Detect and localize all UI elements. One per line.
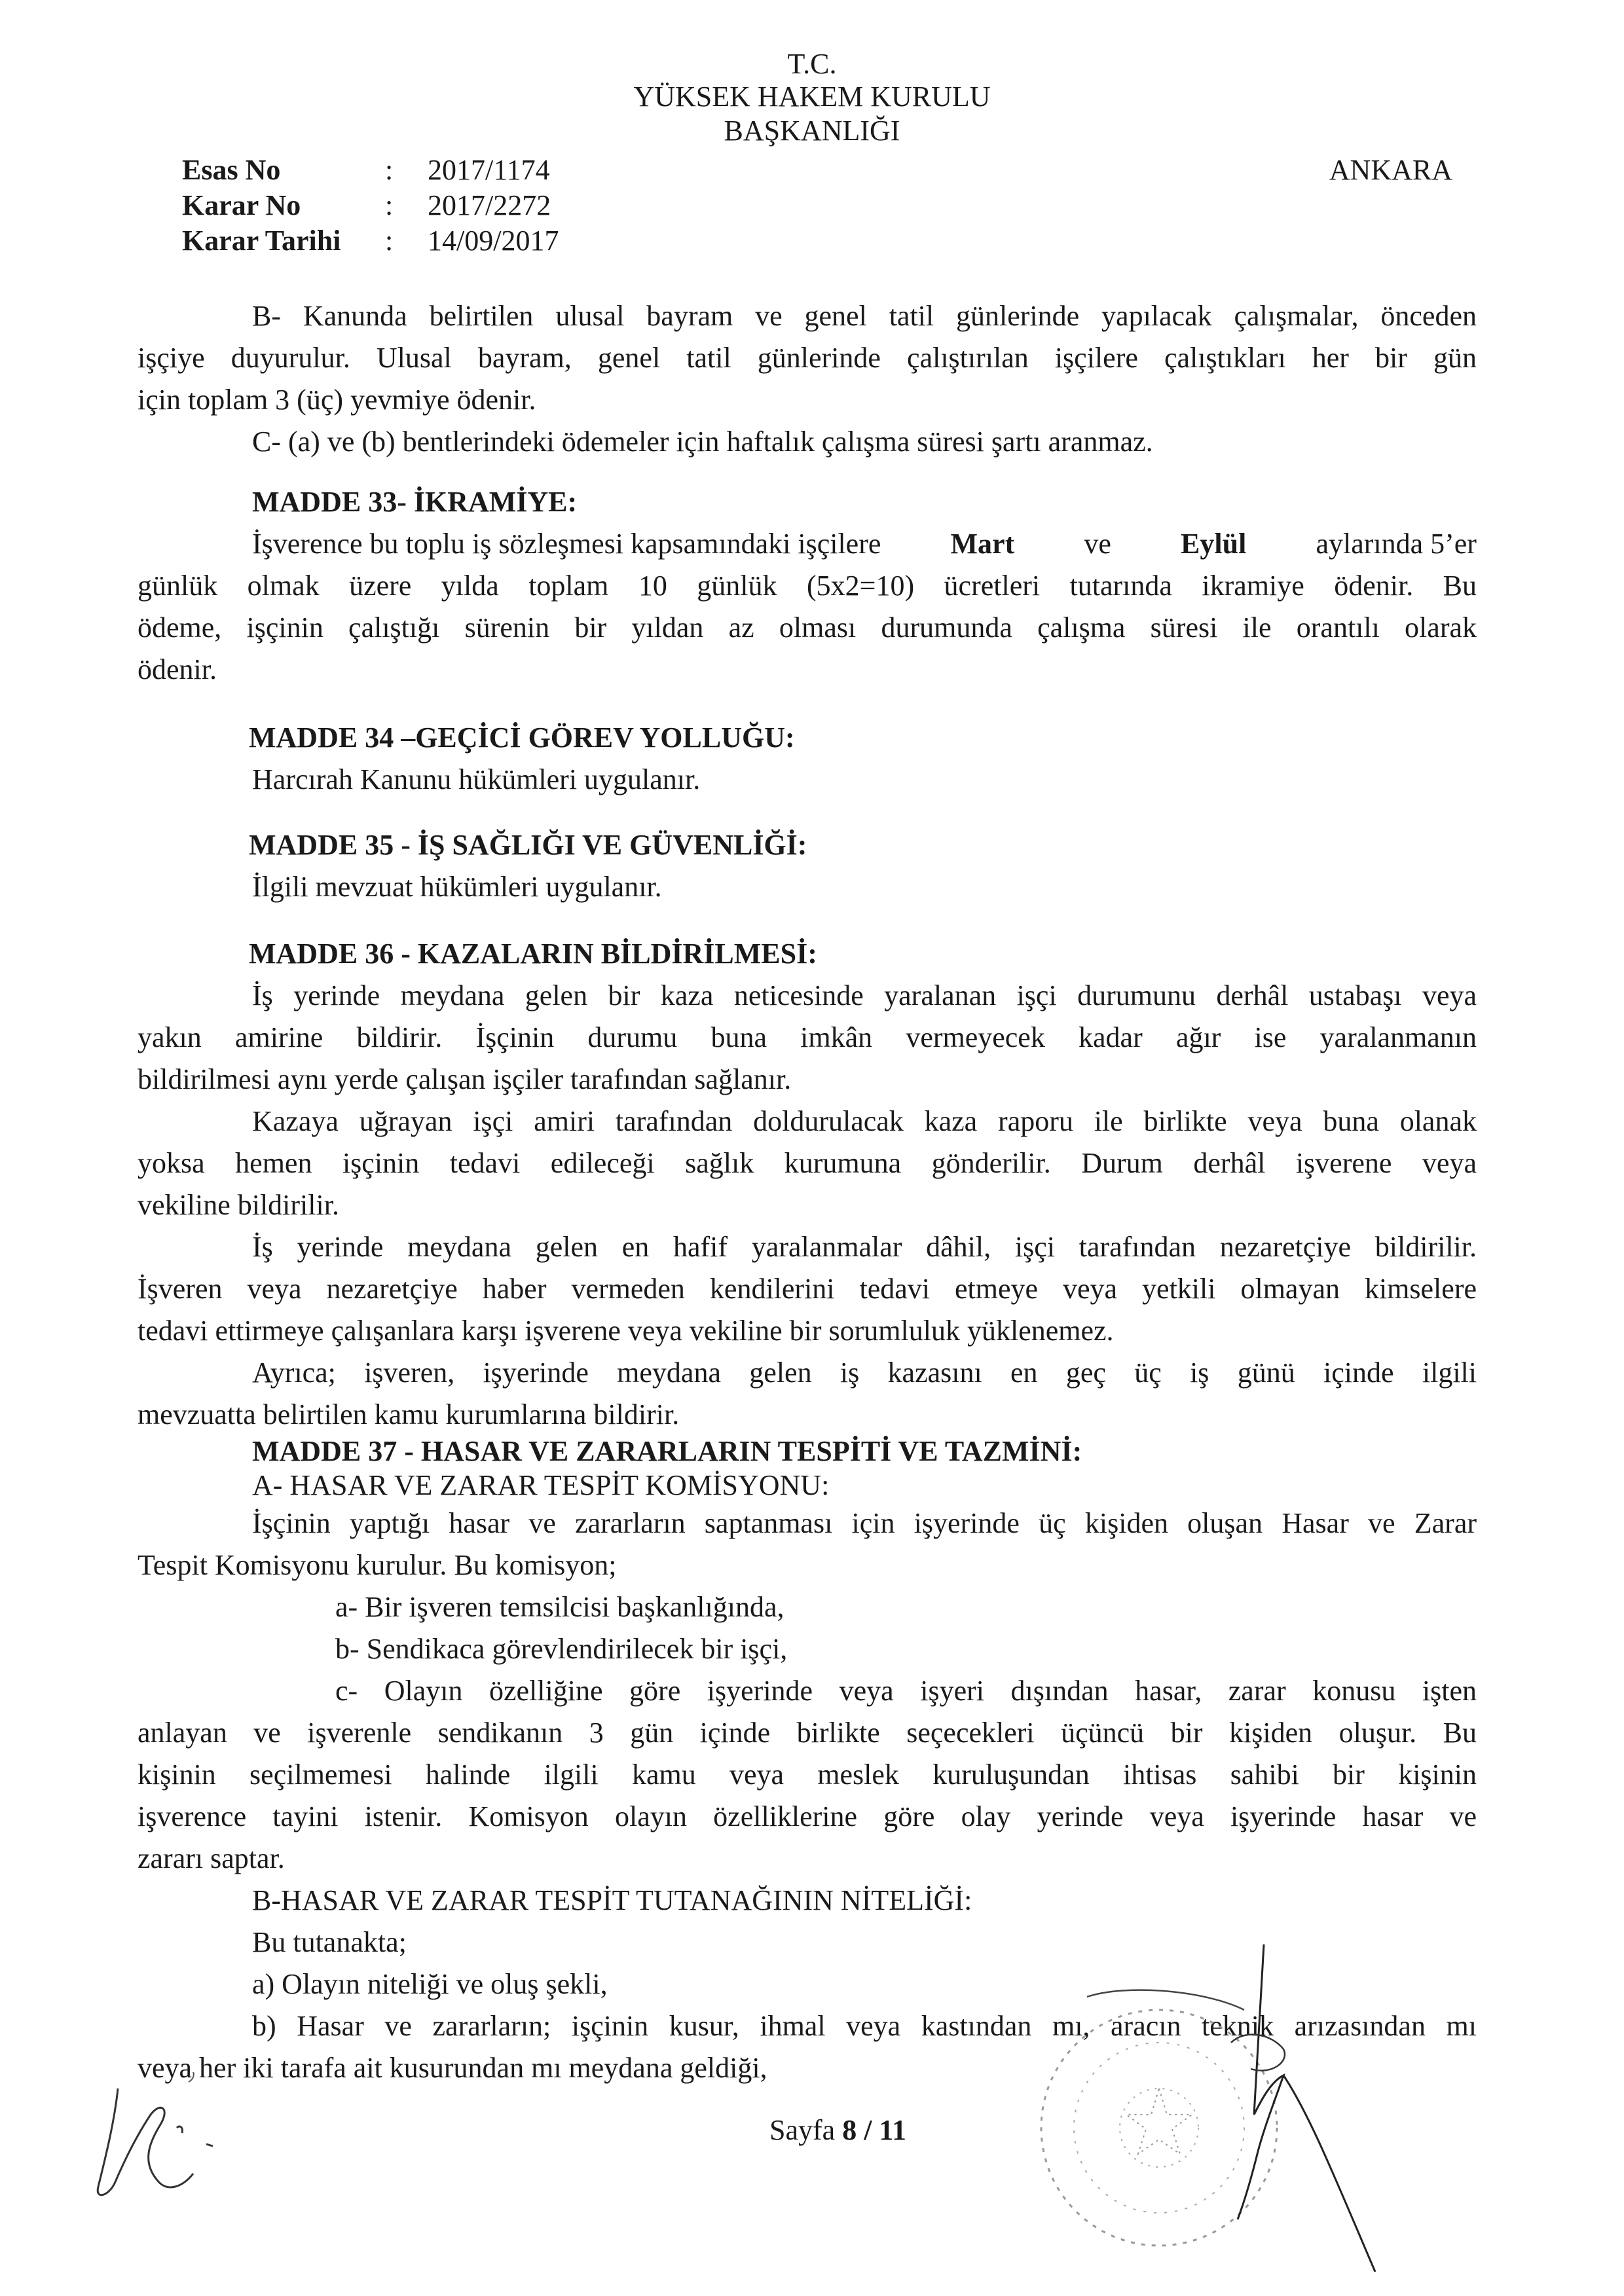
list-item-b: b- Sendikaca görevlendirilecek bir işçi,: [335, 1633, 788, 1665]
text-line: veya her iki tarafa ait kusurundan mı meydana geldiği,: [138, 2052, 767, 2084]
text-line: C- (a) ve (b) bentlerindeki ödemeler için haftalık çalışma süresi şartı aranmaz.: [252, 426, 1153, 458]
karar-label: Karar No: [182, 189, 301, 221]
text-line: İş yerinde meydana gelen bir kaza neticesinde yaralanan işçi durumunu derhâl ustabaşı veya: [252, 979, 1477, 1011]
page-value: 8 / 11: [842, 2114, 906, 2146]
intro-paragraph: [138, 299, 1477, 466]
header-city: ANKARA: [1329, 154, 1452, 186]
case-meta: [182, 155, 640, 259]
text-line: B- Kanunda belirtilen ulusal bayram ve genel tatil günlerinde yapılacak çalışmalar, önceden: [252, 300, 1477, 332]
list-item-a: a- Bir işveren temsilcisi başkanlığında,: [335, 1591, 784, 1623]
text-line: vekiline bildirilir.: [138, 1189, 339, 1221]
text-segment: aylarında 5’er: [1316, 528, 1477, 560]
karar-tarihi-value: 14/09/2017: [428, 225, 559, 257]
madde-33-title: MADDE 33- İKRAMİYE:: [252, 486, 578, 518]
text-line: yakın amirine bildirir. İşçinin durumu buna imkân vermeyecek kadar ağır ise yaralanmanın: [138, 1021, 1477, 1053]
text-line: günlük olmak üzere yılda toplam 10 günlük (5x2=10) ücretleri tutarında ikramiye ödenir. Bu: [138, 570, 1477, 602]
madde-35: [138, 828, 1477, 911]
esas-label: Esas No: [182, 154, 281, 186]
esas-value: 2017/1174: [428, 154, 550, 186]
month-eylul: Eylül: [1181, 528, 1247, 560]
page-label: Sayfa: [769, 2114, 836, 2146]
official-stamp-and-signature: [995, 1918, 1428, 2285]
text-line: Kazaya uğrayan işçi amiri tarafından doldurulacak kaza raporu ile birlikte veya buna olanak: [252, 1105, 1477, 1137]
text-line: ödenir.: [138, 653, 217, 685]
text-line: mevzuatta belirtilen kamu kurumlarına bildirir.: [138, 1398, 680, 1430]
madde-36: [138, 936, 1477, 1439]
text-line: işçiye duyurulur. Ulusal bayram, genel tatil günlerinde çalıştırılan işçilere çalıştıkları her bir gün: [138, 342, 1477, 374]
text-line: İşveren veya nezaretçiye haber vermeden kendilerini tedavi etmeye veya yetkili olmayan kimselere: [138, 1273, 1477, 1305]
text-line: işverence tayini istenir. Komisyon olayın özelliklerine göre olay yerinde veya işyerinde hasar ve: [138, 1800, 1477, 1832]
subheading-a: A- HASAR VE ZARAR TESPİT KOMİSYONU:: [252, 1469, 830, 1501]
text-line: Harcırah Kanunu hükümleri uygulanır.: [252, 763, 701, 795]
text-line: kişinin seçilmemesi halinde ilgili kamu veya meslek kuruluşundan ihtisas sahibi bir kişinin: [138, 1758, 1477, 1791]
list-item-c: c- Olayın özelliğine göre işyerinde veya işyeri dışından hasar, zarar konusu işten: [335, 1675, 1477, 1707]
madde-33: [138, 484, 1477, 694]
karar-value: 2017/2272: [428, 189, 551, 221]
text-line: İlgili mevzuat hükümleri uygulanır.: [252, 871, 662, 903]
text-line: zararı saptar.: [138, 1842, 285, 1874]
page-number: [769, 2115, 906, 2146]
text-line: bildirilmesi aynı yerde çalışan işçiler tarafından sağlanır.: [138, 1063, 792, 1095]
header-tc: T.C.: [787, 48, 837, 80]
text-line: İşçinin yaptığı hasar ve zararların saptanması için işyerinde üç kişiden oluşan Hasar ve Zarar: [252, 1507, 1477, 1539]
text-line: Tespit Komisyonu kurulur. Bu komisyon;: [138, 1549, 617, 1581]
text-line: anlayan ve işverenle sendikanın 3 gün içinde birlikte seçecekleri üçüncü bir kişiden oluşur. Bu: [138, 1717, 1477, 1749]
text-segment: ve: [1084, 528, 1111, 560]
handwritten-initials-signature: [79, 2062, 223, 2213]
text-line: Ayrıca; işveren, işyerinde meydana gelen iş kazasını en geç üç iş günü içinde ilgili: [252, 1357, 1477, 1389]
colon: :: [385, 225, 394, 257]
month-mart: Mart: [950, 528, 1015, 560]
text-line: ödeme, işçinin çalıştığı sürenin bir yıldan az olması durumunda çalışma süresi ile orantılı olarak: [138, 611, 1477, 644]
madde-37-title: MADDE 37 - HASAR VE ZARARLARIN TESPİTİ VE TAZMİNİ:: [252, 1435, 1082, 1467]
madde-34-title: MADDE 34 –GEÇİCİ GÖREV YOLLUĞU:: [249, 721, 795, 754]
madde-36-title: MADDE 36 - KAZALARIN BİLDİRİLMESİ:: [249, 938, 817, 970]
madde-35-title: MADDE 35 - İŞ SAĞLIĞI VE GÜVENLİĞİ:: [249, 829, 807, 861]
colon: :: [385, 189, 394, 221]
text-line: tedavi ettirmeye çalışanlara karşı işverene veya vekiline bir sorumluluk yüklenemez.: [138, 1315, 1114, 1347]
text-line: Bu tutanakta;: [252, 1926, 407, 1958]
header-organization: YÜKSEK HAKEM KURULU: [633, 81, 991, 113]
karar-tarihi-label: Karar Tarihi: [182, 225, 341, 257]
subheading-b: B-HASAR VE ZARAR TESPİT TUTANAĞININ NİTELİĞİ:: [252, 1884, 972, 1916]
text-line: için toplam 3 (üç) yevmiye ödenir.: [138, 384, 536, 416]
text-segment: İşverence bu toplu iş sözleşmesi kapsamındaki işçilere: [252, 528, 881, 560]
text-line: b) Hasar ve zararların; işçinin kusur, ihmal veya kastından mı, aracın teknik arızasından mı: [252, 2010, 1477, 2042]
text-line: İş yerinde meydana gelen en hafif yaralanmalar dâhil, işçi tarafından nezaretçiye bildirilir.: [252, 1231, 1477, 1263]
colon: :: [385, 154, 394, 186]
madde-34: [138, 720, 1477, 804]
text-line: yoksa hemen işçinin tedavi edileceği sağlık kurumuna gönderilir. Durum derhâl işverene veya: [138, 1147, 1477, 1179]
text-line: a) Olayın niteliği ve oluş şekli,: [252, 1968, 608, 2000]
text-line: [138, 526, 1477, 568]
header-department: BAŞKANLIĞI: [724, 115, 900, 147]
